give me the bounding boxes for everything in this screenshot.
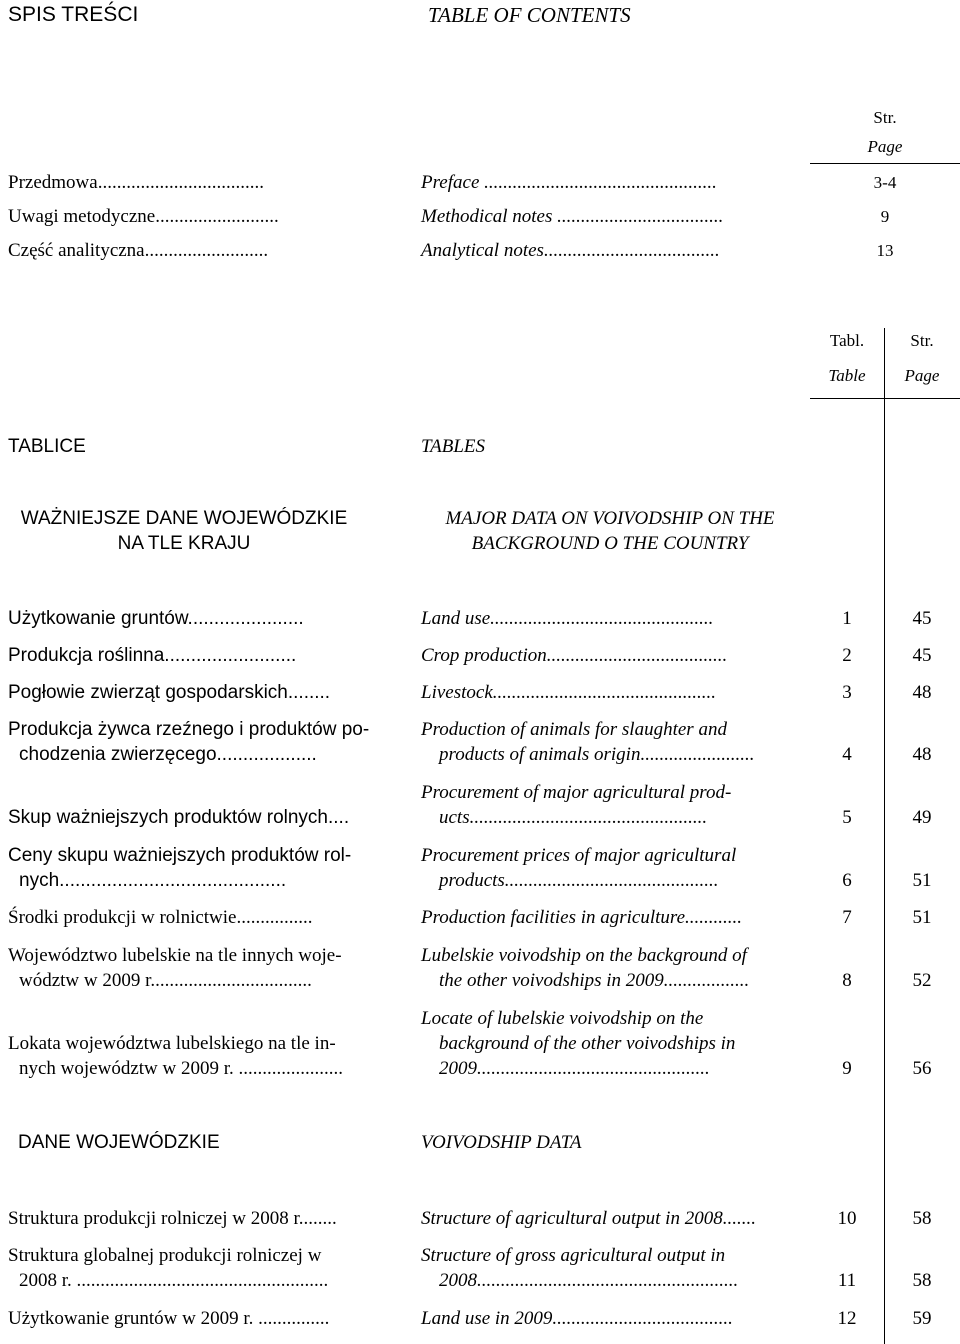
- entry-title-en: Structure of gross agricultural output in: [421, 1245, 726, 1266]
- entry-table-number: 10: [837, 1208, 857, 1229]
- entry-title-en: Production of animals for slaughter and: [421, 719, 727, 740]
- entry-title-en: Lubelskie voivodship on the background of: [421, 945, 747, 966]
- entry-title-en: 2009.................................................: [439, 1058, 710, 1079]
- intro-item-page: 9: [880, 207, 890, 226]
- entry-title-en: products.............................................: [439, 870, 719, 891]
- intro-item-page: 3-4: [873, 173, 897, 192]
- section2-title-en: VOIVODSHIP DATA: [421, 1132, 582, 1153]
- page-label: Page: [867, 137, 903, 156]
- toc-title-pl: SPIS TREŚCI: [8, 3, 139, 26]
- entry-title-pl: wództw w 2009 r..................................: [19, 970, 312, 991]
- entry-title-pl: Lokata województwa lubelskiego na tle in-: [8, 1033, 336, 1054]
- entry-title-pl: 2008 r. .....................................................: [19, 1270, 329, 1291]
- entry-title-pl: Użytkowanie gruntów w 2009 r. ...............: [8, 1308, 330, 1329]
- toc-title-en: TABLE OF CONTENTS: [428, 3, 631, 27]
- table-header-rule: [810, 398, 960, 399]
- entry-title-pl: Struktura globalnej produkcji rolniczej w: [8, 1245, 322, 1266]
- page-label-2: Page: [904, 366, 940, 385]
- entry-page-number: 51: [912, 907, 932, 928]
- entry-page-number: 51: [912, 870, 932, 891]
- intro-item-en: Preface .................................................: [421, 172, 717, 193]
- intro-item-en: Analytical notes.....................................: [421, 240, 720, 261]
- entry-title-en: background of the other voivodships in: [439, 1033, 736, 1054]
- entry-page-number: 56: [912, 1058, 932, 1079]
- page-header-rule: [810, 163, 960, 164]
- entry-title-en: Procurement of major agricultural prod-: [421, 782, 732, 803]
- entry-page-number: 58: [912, 1208, 932, 1229]
- entry-page-number: 48: [912, 682, 932, 703]
- entry-table-number: 4: [842, 744, 852, 765]
- str-label: Str.: [873, 108, 897, 127]
- entry-title-en: ucts..................................................: [439, 807, 708, 828]
- entry-table-number: 12: [837, 1308, 857, 1329]
- entry-page-number: 45: [912, 608, 932, 629]
- entry-table-number: 2: [842, 645, 852, 666]
- section1-title-pl: NA TLE KRAJU: [117, 533, 251, 554]
- tables-header-pl: TABLICE: [8, 436, 86, 457]
- entry-title-en: Crop production......................................: [421, 645, 728, 666]
- intro-item-pl: Przedmowa...................................: [8, 172, 264, 193]
- entry-title-en: Structure of agricultural output in 2008.......: [421, 1208, 756, 1229]
- entry-page-number: 45: [912, 645, 932, 666]
- entry-title-pl: Produkcja roślinna.........................: [8, 645, 297, 666]
- section1-title-pl: WAŻNIEJSZE DANE WOJEWÓDZKIE: [20, 508, 348, 529]
- intro-item-en: Methodical notes ...................................: [421, 206, 724, 227]
- intro-item-page: 13: [876, 241, 894, 260]
- entry-title-pl: nych województw w 2009 r. ......................: [19, 1058, 344, 1079]
- entry-table-number: 5: [842, 807, 852, 828]
- entry-table-number: 7: [842, 907, 852, 928]
- section1-title-en: MAJOR DATA ON VOIVODSHIP ON THE: [445, 508, 775, 529]
- entry-title-en: Livestock...............................................: [421, 682, 717, 703]
- entry-title-en: products of animals origin........................: [439, 744, 755, 765]
- entry-title-en: Production facilities in agriculture............: [421, 907, 743, 928]
- entry-title-pl: Produkcja żywca rzeźnego i produktów po-: [8, 719, 370, 740]
- entry-page-number: 48: [912, 744, 932, 765]
- entry-table-number: 6: [842, 870, 852, 891]
- entry-title-pl: Środki produkcji w rolnictwie................: [8, 907, 313, 928]
- intro-item-pl: Uwagi metodyczne..........................: [8, 206, 279, 227]
- entry-table-number: 3: [842, 682, 852, 703]
- entry-title-pl: nych...........................................: [19, 870, 287, 891]
- entry-title-pl: Pogłowie zwierząt gospodarskich........: [8, 682, 331, 703]
- section2-title-pl: DANE WOJEWÓDZKIE: [18, 1132, 220, 1153]
- entry-title-en: Land use in 2009......................................: [421, 1308, 733, 1329]
- entry-title-pl: Struktura produkcji rolniczej w 2008 r........: [8, 1208, 337, 1229]
- entry-title-pl: chodzenia zwierzęcego...................: [19, 744, 317, 765]
- entry-title-en: Land use...............................................: [421, 608, 714, 629]
- tabl-label: Tabl.: [829, 331, 865, 350]
- entry-title-pl: Użytkowanie gruntów......................: [8, 608, 304, 629]
- entry-title-pl: Skup ważniejszych produktów rolnych....: [8, 807, 350, 828]
- entry-title-en: 2008.......................................................: [439, 1270, 739, 1291]
- entry-title-en: Locate of lubelskie voivodship on the: [421, 1008, 704, 1029]
- entry-table-number: 9: [842, 1058, 852, 1079]
- entry-table-number: 1: [842, 608, 852, 629]
- entry-title-en: the other voivodships in 2009..................: [439, 970, 750, 991]
- table-label: Table: [828, 366, 866, 385]
- entry-title-en: Procurement prices of major agricultural: [421, 845, 737, 866]
- entry-title-pl: Ceny skupu ważniejszych produktów rol-: [8, 845, 352, 866]
- entry-table-number: 11: [837, 1270, 857, 1291]
- tables-header-en: TABLES: [421, 436, 486, 457]
- column-divider: [884, 328, 885, 1344]
- str-label-2: Str.: [910, 331, 934, 350]
- section1-title-en: BACKGROUND O THE COUNTRY: [471, 533, 749, 554]
- intro-item-pl: Część analityczna..........................: [8, 240, 269, 261]
- entry-page-number: 52: [912, 970, 932, 991]
- entry-table-number: 8: [842, 970, 852, 991]
- entry-page-number: 58: [912, 1270, 932, 1291]
- entry-page-number: 49: [912, 807, 932, 828]
- entry-page-number: 59: [912, 1308, 932, 1329]
- entry-title-pl: Województwo lubelskie na tle innych woje-: [8, 945, 342, 966]
